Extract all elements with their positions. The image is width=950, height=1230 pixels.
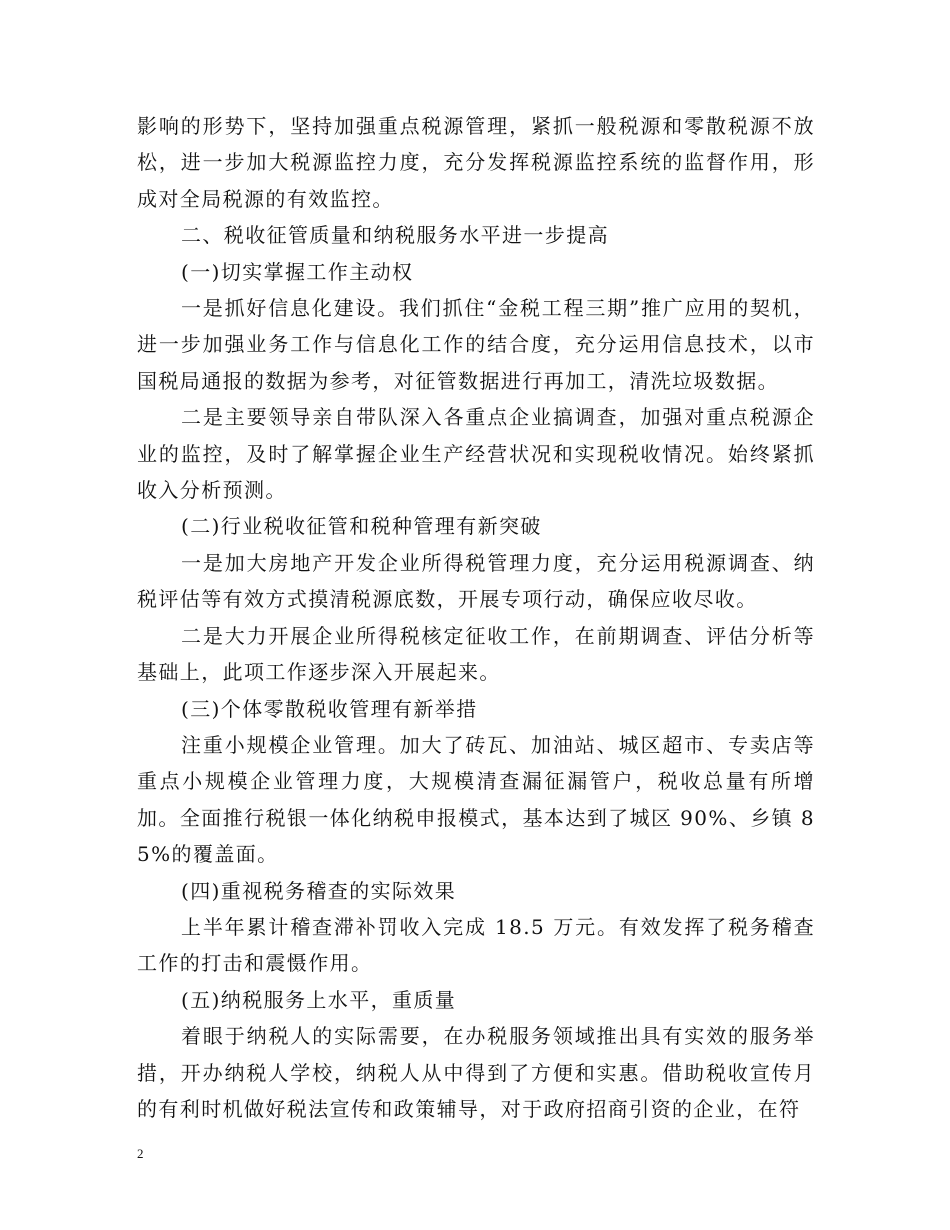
document-body xyxy=(137,108,815,1127)
paragraph: 着眼于纳税人的实际需要，在办税服务领域推出具有实效的服务举措，开办纳税人学校，纳税人从中得到了方便和实惠。借助税收宣传月的有利时机做好税法宣传和政策辅导，对于政府招商引资的企业，在符 xyxy=(137,1024,815,1121)
paragraph: 一是加大房地产开发企业所得税管理力度，充分运用税源调查、纳税评估等有效方式摸清税源底数，开展专项行动，确保应收尽收。 xyxy=(137,550,815,612)
paragraph-continued: 影响的形势下，坚持加强重点税源管理，紧抓一般税源和零散税源不放松，进一步加大税源监控力度，充分发挥税源监控系统的监督作用，形成对全局税源的有效监控。 xyxy=(137,114,815,211)
subheading-1: (一)切实掌握工作主动权 xyxy=(181,259,414,284)
paragraph: 二是主要领导亲自带队深入各重点企业搞调查，加强对重点税源企业的监控，及时了解掌握企业生产经营状况和实现税收情况。始终紧抓收入分析预测。 xyxy=(137,405,815,503)
paragraph: 二是大力开展企业所得税核定征收工作，在前期调查、评估分析等基础上，此项工作逐步深入开展起来。 xyxy=(137,623,815,685)
subheading-4: (四)重视税务稽查的实际效果 xyxy=(181,878,457,903)
page-number: 2 xyxy=(137,1146,144,1161)
paragraph: 上半年累计稽查滞补罚收入完成 18.5 万元。有效发挥了税务稽查工作的打击和震慑作用。 xyxy=(137,914,815,976)
subheading-5: (五)纳税服务上水平，重质量 xyxy=(181,987,457,1012)
paragraph: 注重小规模企业管理。加大了砖瓦、加油站、城区超市、专卖店等重点小规模企业管理力度，大规模清查漏征漏管户，税收总量有所增加。全面推行税银一体化纳税申报模式，基本达到了城区 90%、乡镇 85%的覆盖面。 xyxy=(137,732,815,867)
paragraph: 一是抓好信息化建设。我们抓住“金税工程三期”推广应用的契机，进一步加强业务工作与信息化工作的结合度，充分运用信息技术，以市国税局通报的数据为参考，对征管数据进行再加工，清洗垃圾数据。 xyxy=(137,296,815,393)
subheading-3: (三)个体零散税收管理有新举措 xyxy=(181,696,478,721)
subheading-2: (二)行业税收征管和税种管理有新突破 xyxy=(181,514,542,539)
section-heading-2: 二、税收征管质量和纳税服务水平进一步提高 xyxy=(181,223,609,248)
